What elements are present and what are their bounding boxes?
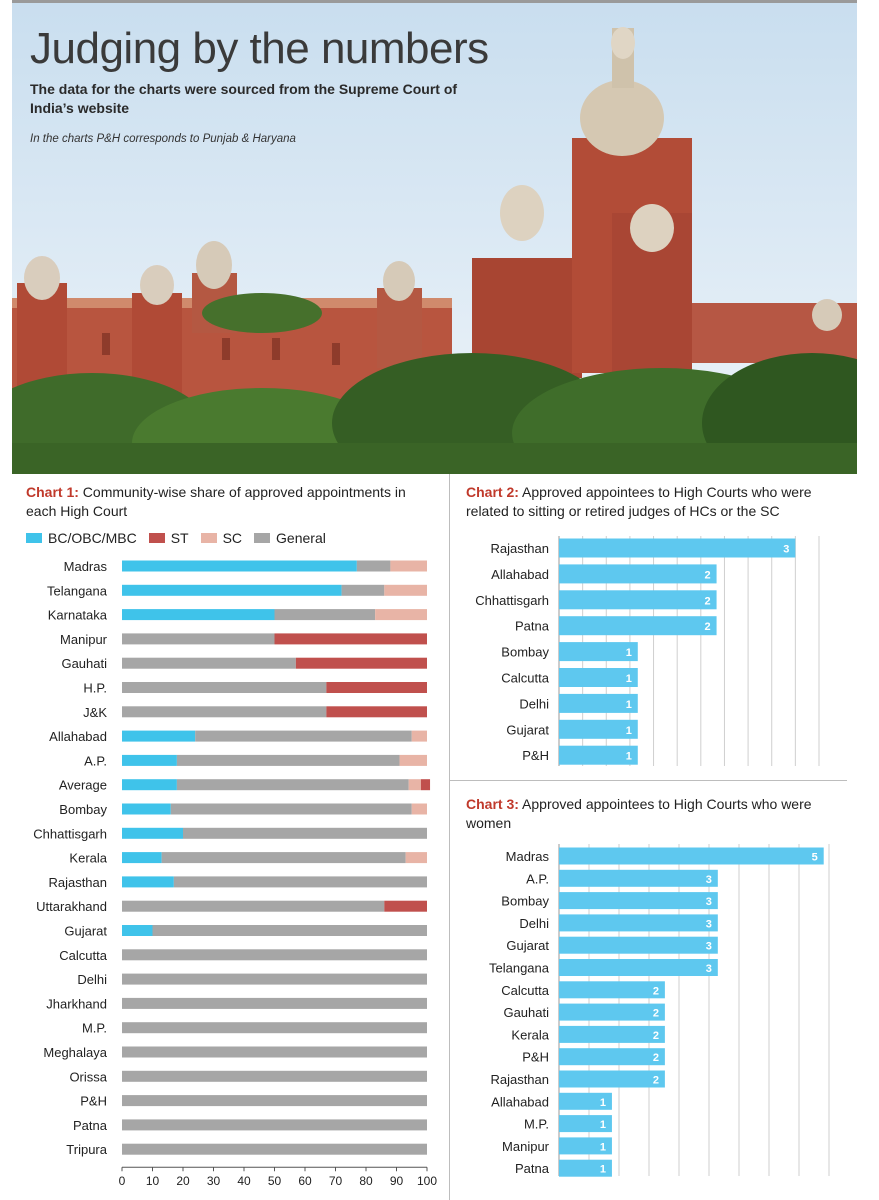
chart1-plot: [0, 555, 440, 1195]
chart1-bar-general-madras: [357, 561, 391, 572]
chart2-value-label: 3: [783, 543, 790, 556]
chart1-category-label: Madras: [63, 559, 107, 574]
chart3-value-label: 1: [599, 1163, 607, 1176]
chart1-bar-sc-average: [409, 779, 421, 790]
chart1-bar-general-jharkhand: [122, 998, 427, 1009]
chart1-bar-general-rajasthan: [174, 876, 427, 887]
chart1-bar-general-gauhati: [122, 658, 296, 669]
chart1-x-tick-label: 20: [176, 1174, 190, 1189]
legend-item-st: [149, 530, 189, 546]
chart3-bar-kerala: [559, 1026, 665, 1043]
chart1-bar-sc-allahabad: [412, 731, 427, 742]
chart3-value-label: 2: [652, 985, 659, 998]
chart1-x-tick-label: 70: [328, 1174, 343, 1189]
chart2-title: [466, 483, 846, 521]
chart1-bar-general-uttarakhand: [122, 901, 384, 912]
chart3-category-label: Rajasthan: [490, 1072, 549, 1087]
chart1-category-label: Calcutta: [59, 947, 107, 963]
chart3-category-label: Calcutta: [501, 982, 549, 998]
chart1-category-label: Manipur: [60, 631, 107, 647]
chart1-bar-st-j-k: [326, 706, 427, 717]
chart3-category-label: Bombay: [501, 893, 549, 909]
chart1-title-number: Chart 1:: [26, 484, 79, 500]
chart1-category-label: M.P.: [81, 1020, 107, 1036]
chart1-x-tick-label: 90: [389, 1174, 404, 1189]
chart1-bar-general-gujarat: [153, 925, 428, 936]
chart2-category-label: P&H: [522, 748, 549, 764]
page-title: Judging by the numbers: [30, 24, 489, 73]
chart1-bar-general-average: [177, 779, 409, 790]
chart1-x-tick-label: 30: [206, 1174, 221, 1189]
chart3-bar-p-h: [559, 1048, 665, 1065]
chart3-category-label: Allahabad: [491, 1094, 549, 1110]
chart3-category-label: P&H: [522, 1049, 549, 1065]
chart1-category-label: P&H: [80, 1093, 107, 1109]
chart1-bar-general-tripura: [122, 1144, 427, 1155]
chart1-title-text: Community-wise share of approved appointments in each High Court: [26, 484, 406, 519]
chart1-bar-bc-obc-mbc-madras: [122, 561, 357, 572]
chart3-bar-calcutta: [559, 981, 665, 998]
chart3-value-label: 3: [705, 873, 712, 886]
chart1-bar-st-h-p: [326, 682, 427, 693]
chart3-plot: [449, 842, 869, 1182]
chart1-bar-st-average: [421, 779, 430, 790]
chart1-bar-sc-a-p: [400, 755, 427, 766]
chart1-category-label: Meghalaya: [43, 1045, 107, 1060]
chart3-bar-madras: [559, 848, 824, 865]
legend-label-general: General: [276, 530, 326, 546]
chart1-category-label: Rajasthan: [48, 874, 107, 890]
chart1-bar-sc-kerala: [406, 852, 427, 863]
chart1-bar-bc-obc-mbc-a-p: [122, 755, 177, 766]
chart2-value-label: 1: [625, 647, 632, 660]
chart1-bar-st-gauhati: [296, 658, 427, 669]
chart3-category-label: A.P.: [526, 871, 549, 887]
chart1-bar-general-calcutta: [122, 949, 427, 960]
chart1-bar-sc-bombay: [412, 804, 427, 815]
chart2-category-label: Rajasthan: [490, 541, 549, 556]
legend-item-general: [254, 530, 326, 546]
legend-label-st: ST: [170, 530, 189, 546]
chart1-bar-general-allahabad: [195, 731, 412, 742]
chart3-title-number: Chart 3:: [466, 796, 519, 812]
chart1-x-tick-label: 80: [359, 1174, 373, 1189]
chart1-bar-general-orissa: [122, 1071, 427, 1082]
chart3-category-label: Madras: [505, 849, 549, 864]
chart3-bar-a-p: [559, 870, 718, 887]
chart2-bar-allahabad: [559, 564, 717, 583]
chart2-bar-chhattisgarh: [559, 590, 717, 609]
chart1-category-label: Bombay: [59, 802, 107, 817]
chart2-bar-patna: [559, 616, 717, 635]
chart3-value-label: 1: [599, 1096, 607, 1109]
chart1-category-label: Tripura: [66, 1142, 107, 1158]
chart1-category-label: Uttarakhand: [36, 899, 107, 915]
chart3-category-label: Gujarat: [506, 938, 549, 954]
chart1-bar-general-telangana: [342, 585, 385, 596]
chart1-x-tick-label: 60: [298, 1174, 312, 1189]
chart1-bar-bc-obc-mbc-allahabad: [122, 731, 195, 742]
chart1-bar-general-delhi: [122, 974, 427, 985]
chart2-value-label: 2: [704, 595, 711, 608]
chart1-category-label: Gujarat: [64, 923, 107, 939]
chart1-bar-general-manipur: [122, 633, 275, 644]
chart1-x-tick-label: 50: [267, 1174, 282, 1189]
chart3-category-label: Delhi: [519, 915, 549, 931]
chart1-category-label: Telangana: [47, 583, 107, 599]
chart2-category-label: Patna: [515, 618, 549, 634]
chart3-title: [466, 795, 846, 833]
chart3-category-label: Patna: [515, 1161, 549, 1177]
chart1-bar-general-kerala: [162, 852, 406, 863]
chart2-category-label: Chhattisgarh: [475, 592, 549, 608]
legend-label-bc: BC/OBC/MBC: [48, 530, 137, 546]
chart2-title-text: Approved appointees to High Courts who were related to sitting or retired judges of HCs or the SC: [466, 484, 812, 519]
chart1-bar-general-meghalaya: [122, 1047, 427, 1058]
chart1-bar-bc-obc-mbc-chhattisgarh: [122, 828, 183, 839]
chart2-category-label: Bombay: [501, 644, 549, 660]
chart1-bar-sc-madras: [390, 561, 427, 572]
chart2-value-label: 1: [625, 724, 632, 737]
chart1-bar-sc-telangana: [384, 585, 427, 596]
chart1-bar-general-bombay: [171, 804, 412, 815]
chart1-bar-bc-obc-mbc-telangana: [122, 585, 342, 596]
chart3-value-label: 2: [652, 1052, 659, 1065]
chart2-value-label: 1: [625, 698, 632, 711]
chart1-category-label: Delhi: [77, 972, 107, 988]
chart3-bar-rajasthan: [559, 1071, 665, 1088]
chart2-plot: [449, 532, 869, 772]
chart3-value-label: 3: [705, 963, 712, 975]
chart1-category-label: Jharkhand: [46, 996, 107, 1012]
chart2-category-label: Calcutta: [501, 670, 549, 686]
chart1-x-tick-label: 40: [237, 1174, 251, 1189]
chart1-bar-general-a-p: [177, 755, 400, 766]
chart3-category-label: Kerala: [511, 1027, 549, 1043]
chart3-value-label: 2: [652, 1074, 659, 1087]
chart1-category-label: Gauhati: [61, 656, 107, 672]
chart3-bar-telangana: [559, 959, 718, 976]
chart1-bar-bc-obc-mbc-bombay: [122, 804, 171, 815]
legend-swatch-bc: [26, 533, 42, 543]
chart1-bar-general-chhattisgarh: [183, 828, 427, 839]
chart1-bar-general-karnataka: [275, 609, 376, 620]
chart1-category-label: Kerala: [69, 850, 107, 866]
chart2-category-label: Allahabad: [491, 566, 549, 582]
chart1-legend: [26, 529, 338, 547]
chart1-bar-bc-obc-mbc-gujarat: [122, 925, 153, 936]
chart3-bar-gujarat: [559, 937, 718, 954]
chart3-value-label: 1: [599, 1119, 607, 1132]
chart3-category-label: Telangana: [489, 960, 549, 976]
chart1-bar-general-p-h: [122, 1095, 427, 1106]
chart1-bar-general-patna: [122, 1119, 427, 1130]
chart1-bar-st-uttarakhand: [384, 901, 427, 912]
chart3-value-label: 3: [705, 940, 712, 953]
chart1-category-label: A.P.: [84, 753, 107, 769]
chart1-x-tick-label: 10: [145, 1174, 160, 1189]
chart1-bar-sc-karnataka: [375, 609, 427, 620]
chart1-bar-bc-obc-mbc-karnataka: [122, 609, 275, 620]
chart2-category-label: Gujarat: [506, 722, 549, 738]
chart2-value-label: 2: [704, 569, 711, 582]
chart2-category-label: Delhi: [519, 696, 549, 712]
section-divider: [449, 780, 847, 781]
chart1-bar-st-manipur: [275, 633, 428, 644]
legend-label-sc: SC: [222, 530, 243, 546]
chart3-value-label: 2: [652, 1029, 659, 1042]
legend-swatch-st: [149, 533, 165, 543]
chart1-bar-bc-obc-mbc-average: [122, 779, 177, 790]
chart1-category-label: Allahabad: [49, 729, 107, 745]
chart3-value-label: 3: [705, 896, 712, 909]
legend-swatch-sc: [201, 533, 217, 543]
chart3-value-label: 2: [652, 1007, 659, 1020]
chart1-category-label: H.P.: [83, 680, 107, 696]
chart1-bar-bc-obc-mbc-kerala: [122, 852, 162, 863]
chart3-title-text: Approved appointees to High Courts who were women: [466, 796, 812, 831]
chart1-x-tick-label: 0: [118, 1174, 126, 1189]
chart1-bar-general-j-k: [122, 706, 326, 717]
legend-item-sc: [201, 530, 242, 546]
chart1-x-tick-label: 100: [416, 1174, 438, 1189]
chart3-bar-bombay: [559, 892, 718, 909]
chart2-value-label: 1: [625, 673, 632, 685]
chart1-category-label: J&K: [83, 704, 107, 720]
chart1-category-label: Karnataka: [47, 607, 107, 623]
chart1-bar-general-m-p: [122, 1022, 427, 1033]
chart2-value-label: 2: [704, 621, 711, 634]
chart3-value-label: 1: [599, 1141, 607, 1154]
chart1-bar-general-h-p: [122, 682, 326, 693]
chart2-bar-rajasthan: [559, 539, 795, 558]
chart1-category-label: Chhattisgarh: [33, 826, 107, 842]
legend-swatch-general: [254, 533, 270, 543]
page-note: In the charts P&H corresponds to Punjab & Haryana: [30, 133, 296, 145]
chart1-category-label: Orissa: [69, 1069, 107, 1085]
page-subtitle: The data for the charts were sourced from the Supreme Court of India’s website: [30, 81, 458, 116]
legend-item-bc: [26, 530, 137, 546]
chart1-bar-bc-obc-mbc-rajasthan: [122, 876, 174, 887]
chart3-category-label: M.P.: [523, 1116, 549, 1132]
chart3-category-label: Gauhati: [503, 1005, 549, 1021]
chart3-value-label: 5: [811, 851, 818, 864]
chart2-title-number: Chart 2:: [466, 484, 519, 500]
chart3-value-label: 3: [705, 918, 712, 931]
chart1-title: [26, 483, 436, 521]
chart1-category-label: Average: [58, 777, 107, 793]
chart3-bar-gauhati: [559, 1004, 665, 1021]
chart3-bar-delhi: [559, 914, 718, 931]
chart1-category-label: Patna: [73, 1117, 107, 1133]
chart2-value-label: 1: [625, 750, 632, 763]
chart3-category-label: Manipur: [502, 1138, 549, 1154]
